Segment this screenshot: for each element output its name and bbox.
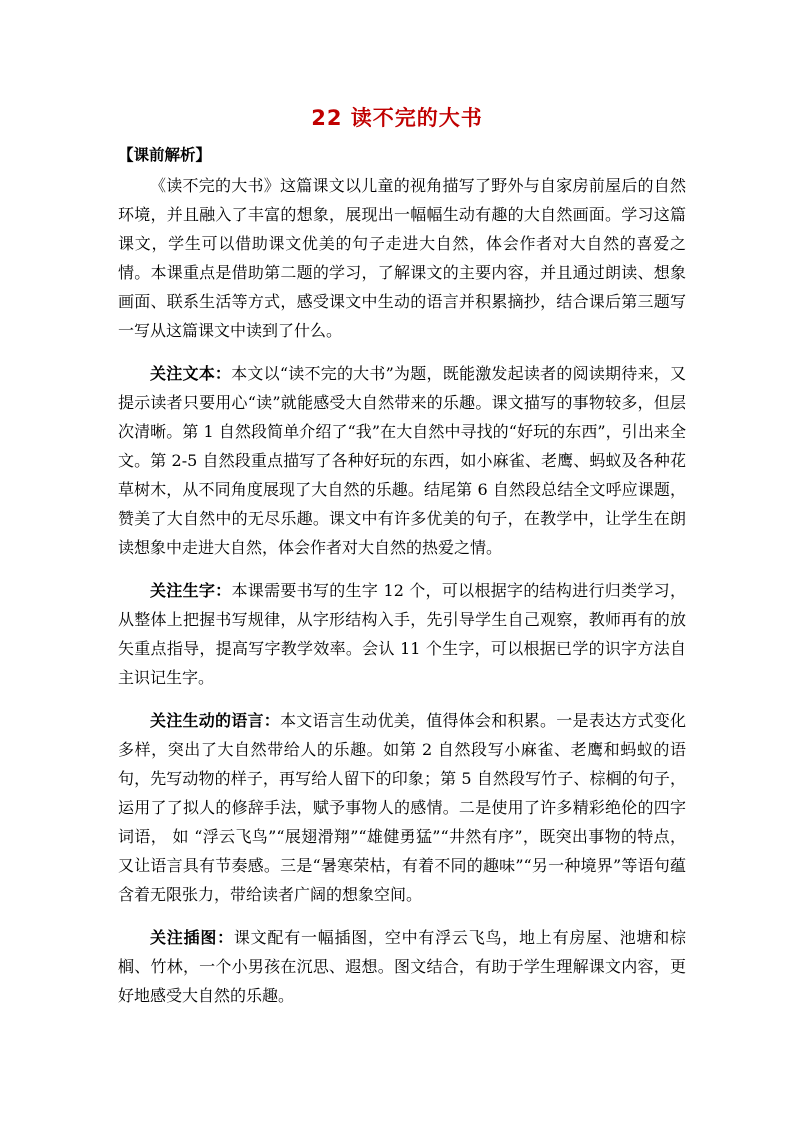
intro-paragraph xyxy=(118,171,686,345)
paragraph-lead: 关注生动的语言： xyxy=(150,711,280,730)
paragraph-focus-text xyxy=(118,359,686,562)
paragraph-text xyxy=(118,359,686,562)
paragraph-focus-illustration xyxy=(118,923,686,1010)
paragraph-lead: 关注插图： xyxy=(150,928,234,947)
paragraph-text xyxy=(118,576,686,692)
paragraph-focus-characters xyxy=(118,576,686,692)
paragraph-focus-language xyxy=(118,706,686,909)
page-title: 22 读不完的大书 xyxy=(311,106,483,130)
paragraph-text xyxy=(118,923,686,1010)
paragraph-body: 本课需要书写的生字 12 个，可以根据字的结构进行归类学习，从整体上把握书写规律，从字形结构入手，先引导学生自己观察，教师再有的放矢重点指导，提高写字教学效率。会认 11 个生字，可以根据已学的识字方法自主识记生字。 xyxy=(118,581,686,687)
paragraph-text xyxy=(118,706,686,909)
section-heading: 【课前解析】 xyxy=(118,146,212,164)
paragraph-body: 本文语言生动优美，值得体会和积累。一是表达方式变化多样，突出了大自然带给人的乐趣。如第 2 自然段写小麻雀、老鹰和蚂蚁的语句，先写动物的样子，再写给人留下的印象；第 5 自然段写竹子、棕榈的句子，运用了了拟人的修辞手法，赋予事物人的感情。二是使用了许多精彩绝伦的四字词语， 如 “浮云飞鸟”“展翅滑翔”“雄健勇猛”“井然有序”，既突出事物的特点，又让语言具有节奏感。三是“暑寒荣枯，有着不同的趣味”“另一种境界”等语句蕴含着无限张力，带给读者广阔的想象空间。 xyxy=(118,711,686,904)
paragraph-lead: 关注生字： xyxy=(150,581,232,600)
paragraph-lead: 关注文本： xyxy=(150,364,232,383)
intro-text: 《读不完的大书》这篇课文以儿童的视角描写了野外与自家房前屋后的自然环境，并且融入了丰富的想象，展现出一幅幅生动有趣的大自然画面。学习这篇课文，学生可以借助课文优美的句子走进大自然，体会作者对大自然的喜爱之情。本课重点是借助第二题的学习，了解课文的主要内容，并且通过朗读、想象画面、联系生活等方式，感受课文中生动的语言并积累摘抄，结合课后第三题写一写从这篇课文中读到了什么。 xyxy=(118,176,686,340)
paragraph-body: 本文以“读不完的大书”为题，既能激发起读者的阅读期待来，又提示读者只要用心“读”就能感受大自然带来的乐趣。课文描写的事物较多，但层次清晰。第 1 自然段简单介绍了“我”在大自然中寻找的“好玩的东西”，引出来全文。第 2-5 自然段重点描写了各种好玩的东西，如小麻雀、老鹰、蚂蚁及各种花草树木，从不同角度展现了大自然的乐趣。结尾第 6 自然段总结全文呼应课题，赞美了大自然中的无尽乐趣。课文中有许多优美的句子，在教学中，让学生在朗读想象中走进大自然，体会作者对大自然的热爱之情。 xyxy=(118,364,686,557)
paragraph-body: 课文配有一幅插图，空中有浮云飞鸟，地上有房屋、池塘和棕榈、竹林，一个小男孩在沉思、遐想。图文结合，有助于学生理解课文内容，更好地感受大自然的乐趣。 xyxy=(118,928,686,1005)
